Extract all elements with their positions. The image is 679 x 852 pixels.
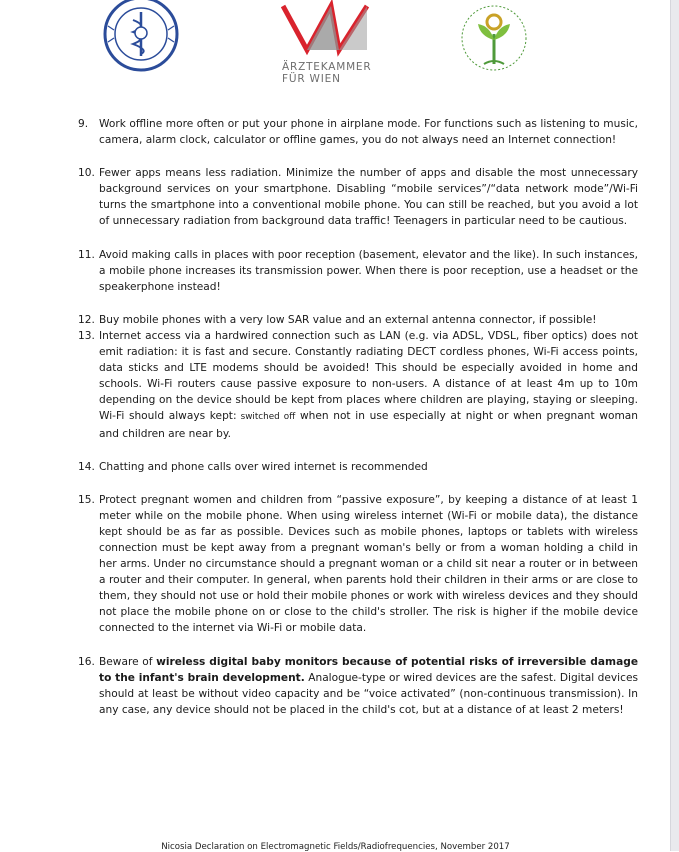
list-item-12 <box>78 312 638 328</box>
item-number: 12. <box>78 313 95 326</box>
item-text: Beware of wireless digital baby monitors because of potential risks of irreversible damage to the infant's brain development. Analogue-type or wired devices are the safest. Digital devices should at least be without video capacity and be “voice activated” (non-continuous transmission). In any case, any device should not be placed in the child's cot, but at a distance of at least 2 meters! <box>99 655 638 716</box>
item-text: Work offline more often or put your phone in airplane mode. For functions such as listening to music, camera, alarm clock, calculator or offline games, you do not always need an Internet connection! <box>99 118 638 147</box>
page-footer: Nicosia Declaration on Electromagnetic Fields/Radiofrequencies, November 2017 <box>161 842 510 852</box>
item-text: Internet access via a hardwired connection such as LAN (e.g. via ADSL, VDSL, fiber optics) does not emit radiation: it is fast and secure. Constantly radiating DECT cordless phones, Wi-Fi access points, data sticks and LTE modems should be avoided! This should be especially avoided in home and schools. Wi-Fi routers cause passive exposure to non-users. A distance of at least 4m up to 10m depending on the device should be kept from places where children are playing, staying or sleeping. Wi-Fi should always kept: switched off when not in use especially at night or when pregnant woman and children are near by. <box>99 329 638 440</box>
item-text: Buy mobile phones with a very low SAR value and an external antenna connector, if possible! <box>99 313 597 326</box>
item-text: Avoid making calls in places with poor reception (basement, elevator and the like). In such instances, a mobile phone increases its transmission power. When there is poor reception, use a headset or the speakerphone instead! <box>99 248 638 293</box>
list-item-9 <box>78 116 638 148</box>
item-text: Protect pregnant women and children from “passive exposure”, by keeping a distance of at least 1 meter while on the mobile phone. When using wireless internet (Wi-Fi or mobile data), the distance kept should be as far as possible. Devices such as mobile phones, laptops or tablets with wireless connection must be kept away from a pregnant woman's belly or from a woman holding a child in her arms. Under no circumstance should a pregnant woman or a child sit near a router or in between a router and their computer. In general, when parents hold their children in their arms or are close to them, they should not use or hold their mobile phones or work with wireless devices and they should not place the mobile phone on or close to the child's stroller. The risk is higher if the mobile device connected to the internet via Wi-Fi or mobile data. <box>99 493 638 635</box>
item-number: 16. <box>78 655 95 668</box>
cyprus-medical-association-logo <box>100 0 182 72</box>
item-number: 14. <box>78 460 95 473</box>
item-text: Chatting and phone calls over wired internet is recommended <box>99 460 428 473</box>
list-item-10 <box>78 165 638 229</box>
scrollbar-track[interactable] <box>670 0 679 851</box>
item-number: 11. <box>78 248 95 261</box>
list-item-14 <box>78 459 638 475</box>
item-number: 15. <box>78 493 95 506</box>
aerztekammer-logo-text: ÄRZTEKAMMER FÜR WIEN <box>282 61 372 85</box>
list-item-11 <box>78 247 638 295</box>
recommendation-list <box>78 116 638 718</box>
item-number: 13. <box>78 329 95 342</box>
item-text: Fewer apps means less radiation. Minimize the number of apps and disable the most unnecessary background services on your smartphone. Disabling “mobile services”/“data network mode”/Wi-Fi turns the smartphone into a conventional mobile phone. You can still be reached, but you avoid a lot of unnecessary radiation from background data traffic! Teenagers in particular need to be cautious. <box>99 167 638 228</box>
list-item-16 <box>78 654 638 718</box>
item-number: 10. <box>78 167 95 180</box>
item-number: 9. <box>78 118 89 130</box>
child-health-committee-logo <box>458 0 530 80</box>
list-item-13 <box>78 328 638 442</box>
list-item-15 <box>78 492 638 637</box>
header-logos <box>0 0 671 90</box>
